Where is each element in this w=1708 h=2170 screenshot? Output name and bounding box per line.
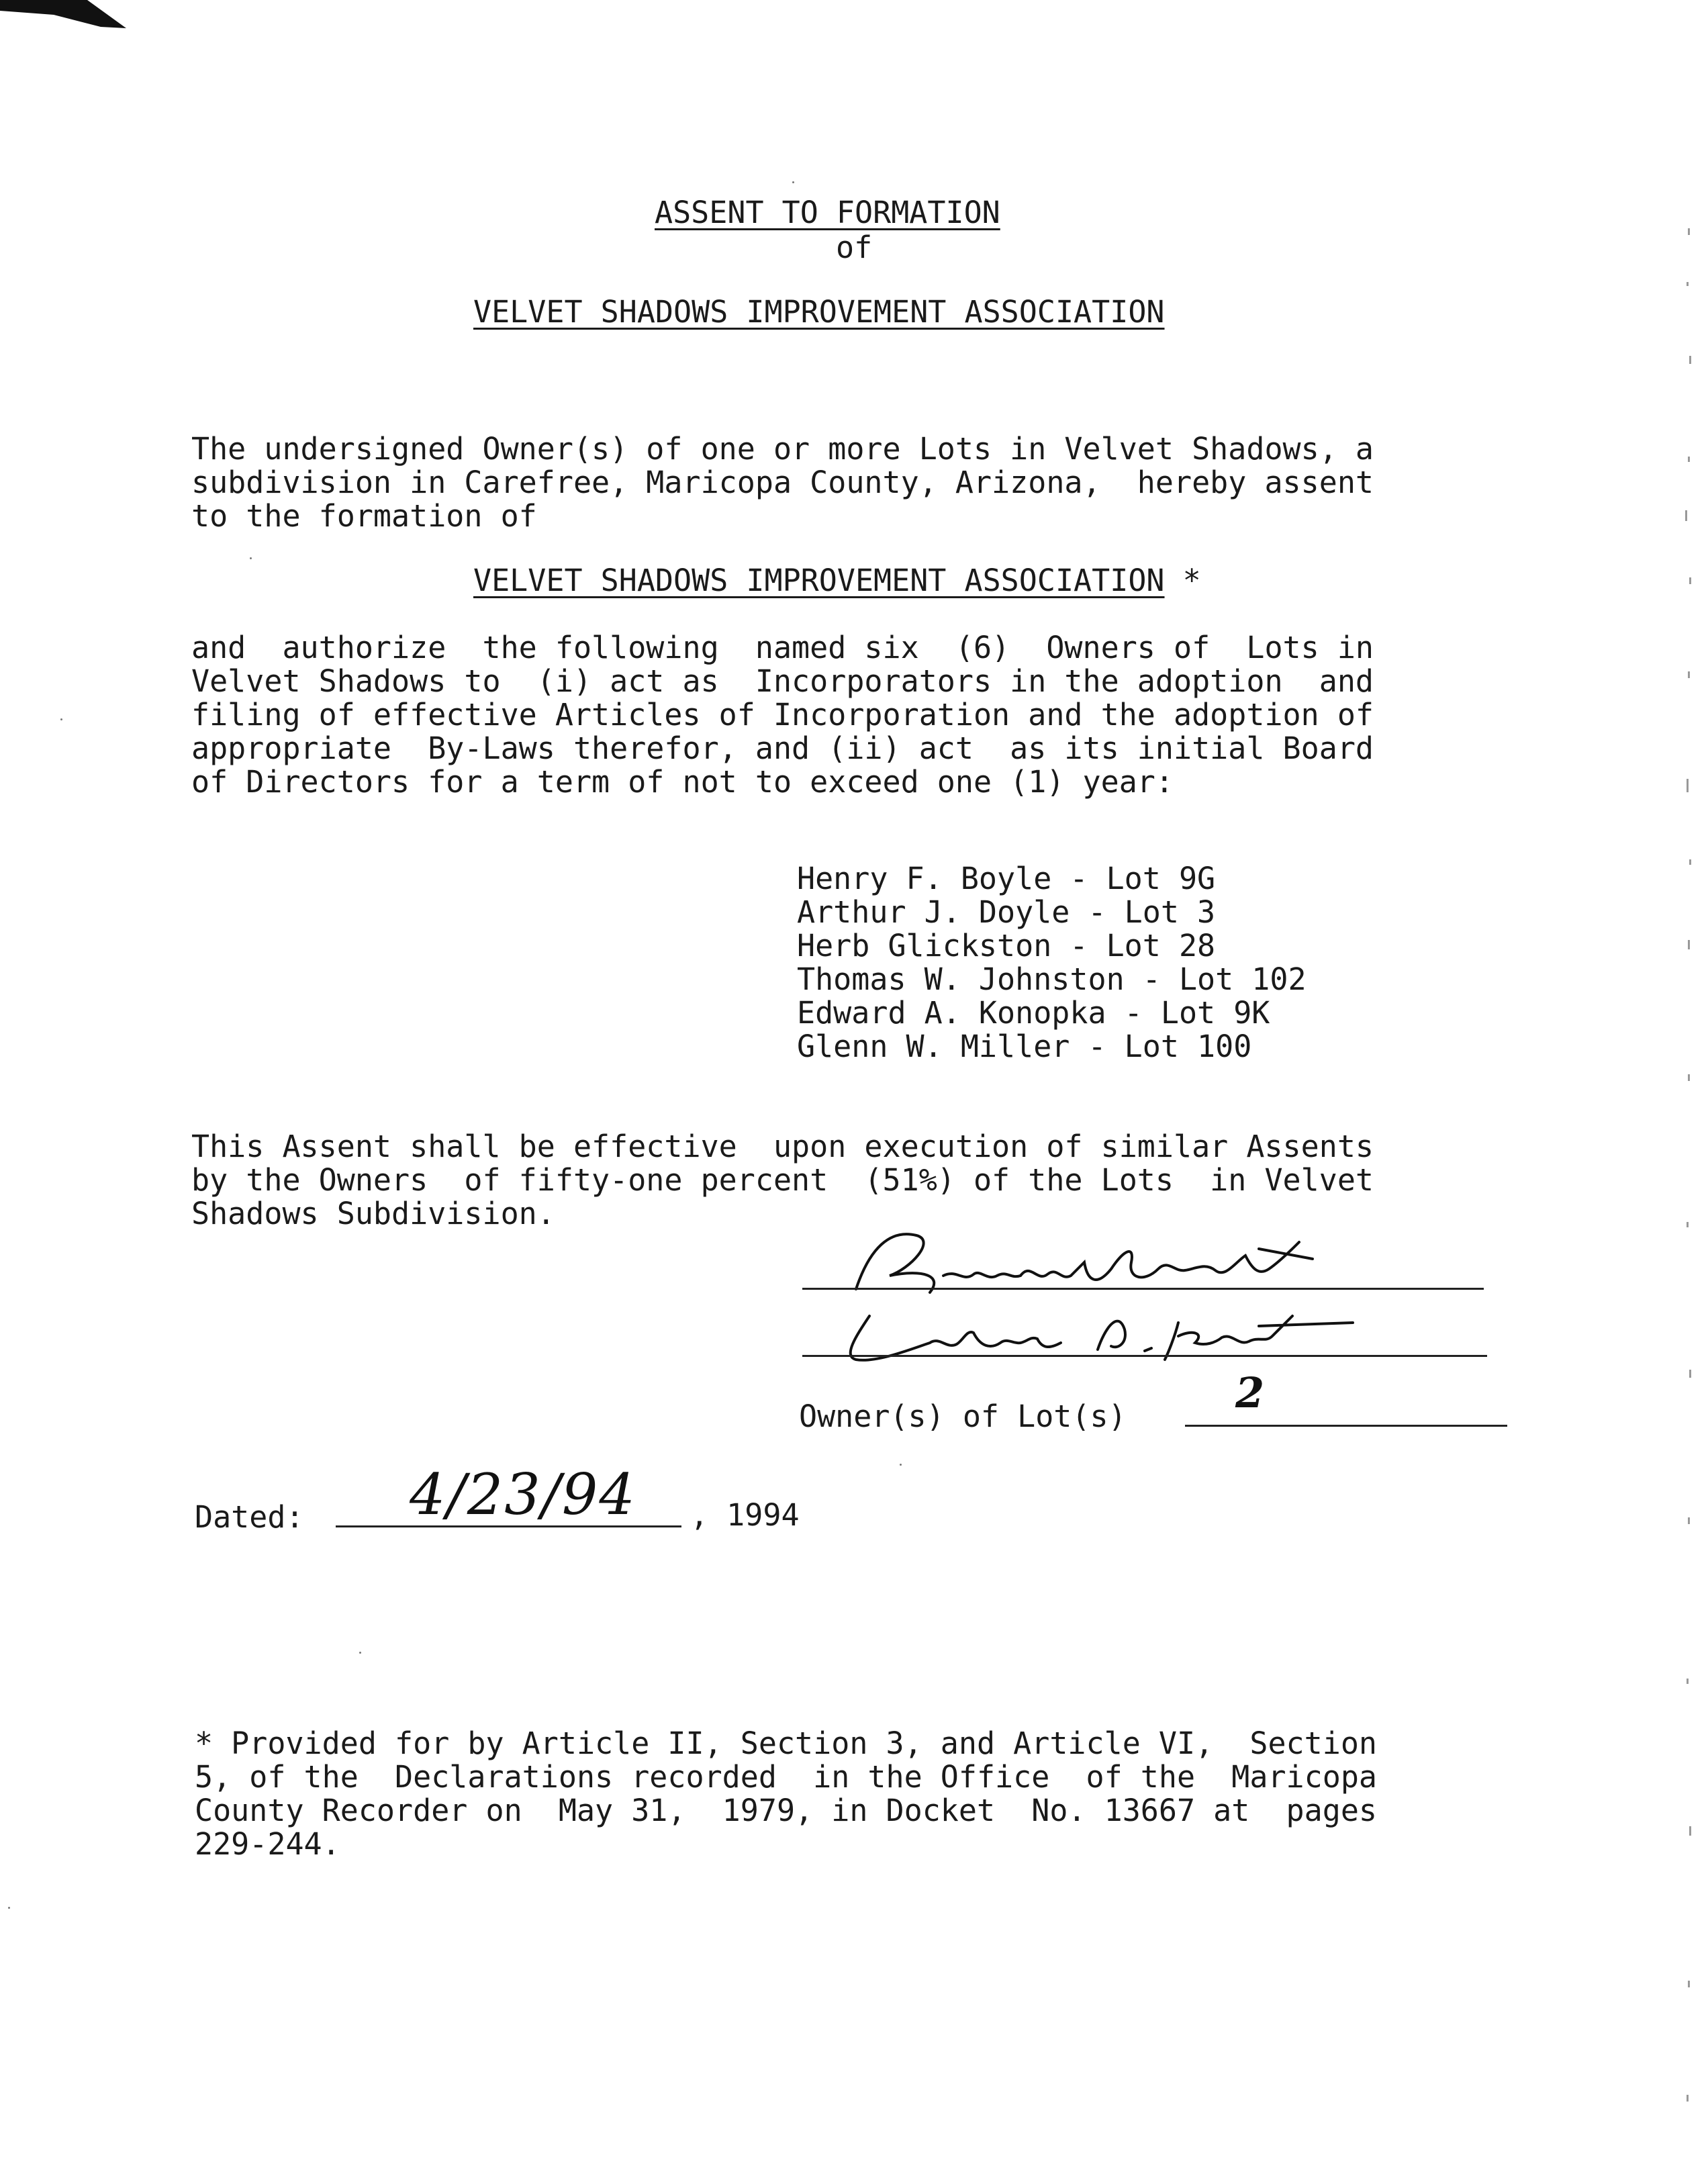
dated-year: , 1994 [690,1497,800,1533]
scan-speck [359,1652,361,1654]
list-item: Thomas W. Johnston - Lot 102 [797,961,1307,997]
scan-corner-mark [0,0,128,30]
authorization-paragraph: and authorize the following named six (6) Owners of Lots in Velvet Shadows to (i) act as Incorporators in the adoption and filing of effective Articles of Incorporation and the adoption of appropriate By-Laws therefor, and (ii) act as its initial Board of Directors for a term of not to exceed one (1) year: [191,630,1374,800]
heading-of: of [836,230,873,265]
scan-speck [900,1464,902,1466]
effective-paragraph: This Assent shall be effective upon execution of similar Assents by the Owners of fifty-one percent (51%) of the Lots in Velvet Shadows Subdivision. [191,1129,1374,1231]
scan-edge-noise [1654,201,1708,2149]
heading-association-name: VELVET SHADOWS IMPROVEMENT ASSOCIATION [473,294,1165,330]
list-item: Arthur J. Doyle - Lot 3 [797,894,1216,930]
owner-lots-value: 2 [1235,1368,1265,1417]
association-name-line [473,564,1201,598]
list-item: Edward A. Konopka - Lot 9K [797,995,1270,1031]
association-name: VELVET SHADOWS IMPROVEMENT ASSOCIATION [473,563,1165,598]
dated-value: 4/23/94 [410,1462,636,1527]
scan-speck [250,557,252,559]
list-item: Glenn W. Miller - Lot 100 [797,1029,1252,1064]
signature-line-1 [802,1288,1484,1290]
owner-lots-line [1185,1425,1507,1427]
signature-line-2 [802,1355,1487,1357]
list-item: Henry F. Boyle - Lot 9G [797,861,1216,896]
incorporators-list [797,862,1307,1064]
footnote: * Provided for by Article II, Section 3, and Article VI, Section 5, of the Declarations recorded in the Office of the Maricopa County Recorder on May 31, 1979, in Docket No. 13667 at pages 229-244. [195,1726,1377,1862]
scan-speck [8,1907,10,1909]
dated-label: Dated: [195,1499,304,1535]
heading-assent-to-formation: ASSENT TO FORMATION [655,195,1000,230]
scan-speck [60,718,62,720]
intro-paragraph: The undersigned Owner(s) of one or more Lots in Velvet Shadows, a subdivision in Carefree, Maricopa County, Arizona, hereby assent to the formation of [191,431,1374,534]
signature-2 [829,1296,1366,1370]
footnote-marker: * [1164,563,1201,598]
owner-lots-label: Owner(s) of Lot(s) [799,1399,1127,1434]
list-item: Herb Glickston - Lot 28 [797,928,1216,963]
signature-1 [829,1222,1339,1303]
scan-speck [792,181,794,183]
